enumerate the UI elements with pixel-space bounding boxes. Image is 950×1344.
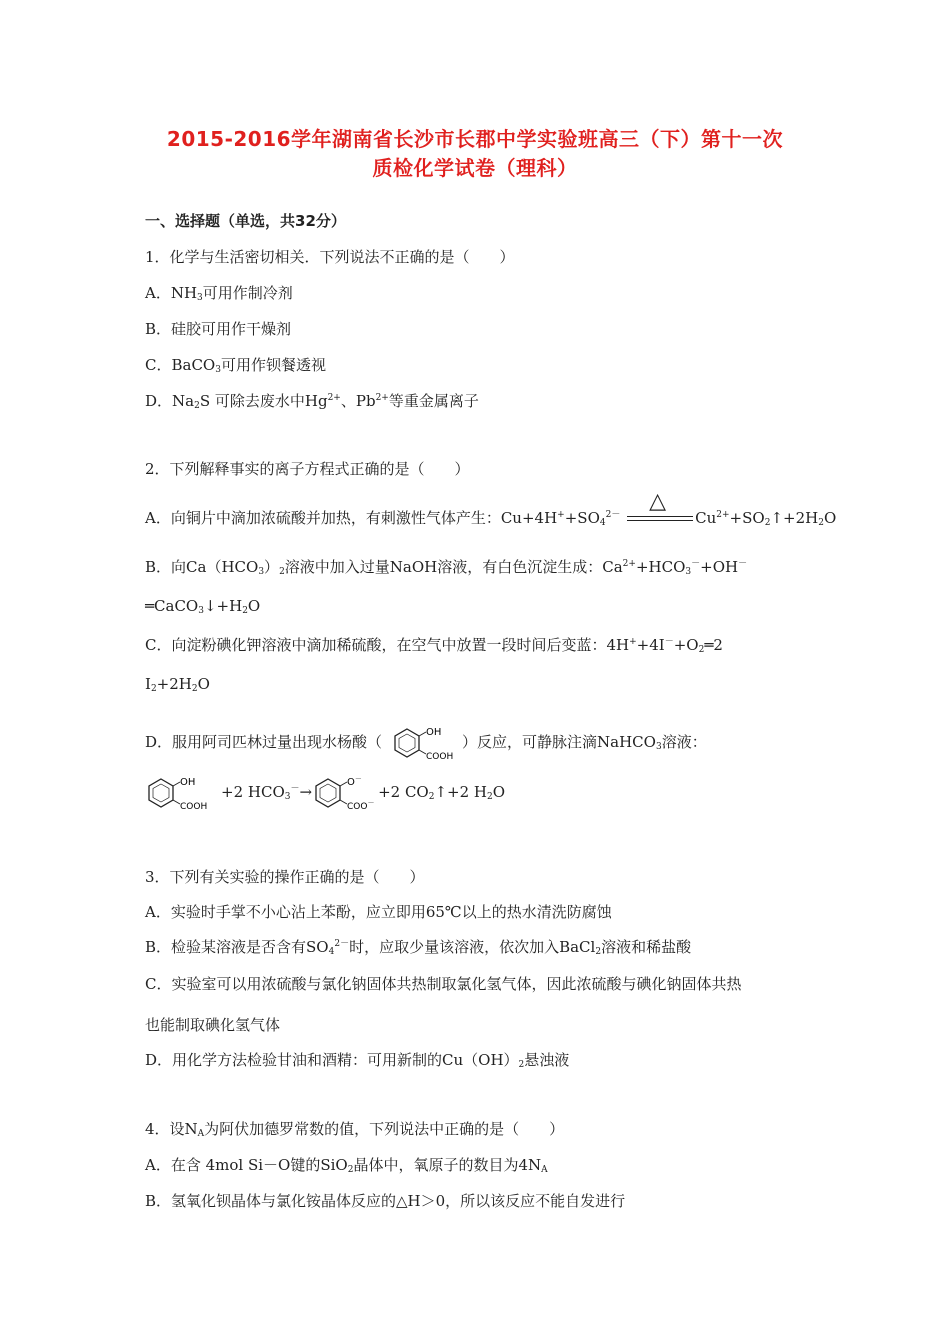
option-a: A．在含 4mol Si－O键的SiO$_2$晶体中，氧原子的数目为$4N_A$: [145, 1156, 548, 1175]
delta-icon: △: [649, 489, 667, 514]
option-d: D．用化学方法检验甘油和酒精：可用新制的$Cu(OH)_2$悬浊液: [145, 1051, 570, 1070]
option-b: B．向$Ca(HCO_3)_2$溶液中加入过量NaOH溶液，有白色沉淀生成：$Ca^{2+}+HCO_3^-+OH^-$: [145, 558, 748, 577]
option-c-continued: $I_2+2H_2O$: [145, 675, 210, 694]
option-c: C．实验室可以用浓硫酸与氯化钠固体共热制取氯化氢气体，因此浓硫酸与碘化钠固体共热: [145, 975, 742, 993]
option-c-continued: 也能制取碘化氢气体: [145, 1016, 281, 1034]
heating-equal-sign: [625, 489, 695, 527]
option-c: C．BaCO$_3$可用作钡餐透视: [145, 356, 326, 375]
carboxyl-label: COOH: [426, 752, 454, 762]
option-b: B．检验某溶液是否含有$SO_4^{2-}$时，应取少量该溶液，依次加入BaCl$_2$溶液和稀盐酸: [145, 938, 692, 957]
hydroxyl-label: OH: [426, 727, 442, 738]
salicylate-structure: [312, 773, 378, 813]
question-stem: 3．下列有关实验的操作正确的是（ ）: [145, 868, 425, 886]
salicylic-acid-structure: [382, 723, 462, 763]
option-d: D．$Na_2S$ 可除去废水中$Hg^{2+}$、$Pb^{2+}$等重金属离子: [145, 392, 479, 411]
option-d: D．服用阿司匹林过量出现水杨酸（ OH COOH ）反应，可静脉注滴NaHCO$_3$溶液：: [145, 723, 707, 763]
question-stem: 1．化学与生活密切相关．下列说法不正确的是（ ）: [145, 248, 515, 266]
carboxyl-label: COOH: [180, 802, 208, 812]
oxide-label: O－: [347, 775, 362, 788]
salicylic-acid-structure: [145, 773, 221, 813]
option-a: A．实验时手掌不小心沾上苯酚，应立即用65℃以上的热水清洗防腐蚀: [145, 903, 612, 921]
hydroxyl-label: OH: [180, 777, 196, 788]
option-b: B．硅胶可用作干燥剂: [145, 320, 292, 338]
section-heading: 一、选择题（单选，共32分）: [145, 212, 346, 230]
option-b: B．氢氧化钡晶体与氯化铵晶体反应的△H＞0，所以该反应不能自发进行: [145, 1192, 626, 1210]
title-line-2: 质检化学试卷（理科）: [372, 156, 578, 180]
question-stem: 4．设$N_A$为阿伏加德罗常数的值，下列说法中正确的是（ ）: [145, 1120, 565, 1139]
option-a: A．$NH_3$可用作制冷剂: [145, 284, 293, 303]
option-a: A．向铜片中滴加浓硫酸并加热，有刺激性气体产生：$Cu+4H^++SO_4^{2-}$ △ $Cu^{2+}+SO_2↑+2H_2O$: [145, 489, 837, 528]
question-stem: 2．下列解释事实的离子方程式正确的是（ ）: [145, 460, 470, 478]
option-b-continued: $═CaCO_3↓+H_2O$: [145, 597, 261, 616]
carboxylate-label: COO－: [347, 799, 375, 812]
option-d-equation: OH COOH +2 $HCO_3^-\to$ O－ COO－ +2 $CO_2↑+2$ $H_2O$: [145, 773, 505, 813]
option-c: C．向淀粉碘化钾溶液中滴加稀硫酸，在空气中放置一段时间后变蓝：$4H^++4I^-+O_2═2$: [145, 636, 723, 655]
title-line-1: 2015-2016学年湖南省长沙市长郡中学实验班高三（下）第十一次: [166, 127, 784, 151]
